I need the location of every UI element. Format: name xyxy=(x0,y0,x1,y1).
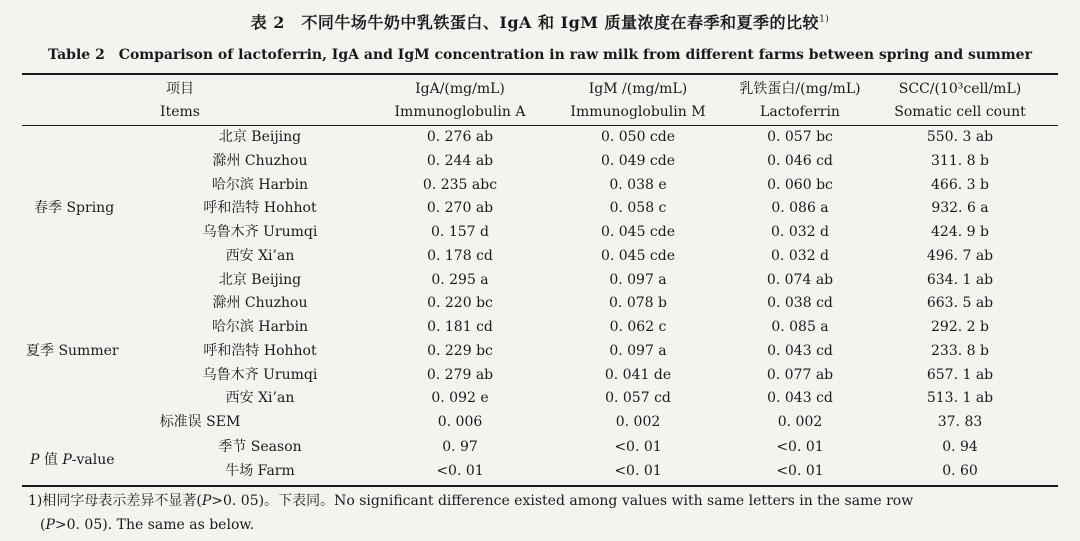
sem-iga: 0. 006 xyxy=(437,414,483,430)
table-row xyxy=(0,340,1080,363)
table-row xyxy=(0,364,1080,387)
scc-value: 424. 9 b xyxy=(931,224,989,240)
iga-value: 0. 244 ab xyxy=(426,152,494,169)
iga-value: 0. 157 d xyxy=(431,224,489,240)
p-label: 季节 Season xyxy=(218,439,302,455)
igm-value: 0. 041 de xyxy=(604,366,672,383)
p-iga: <0. 01 xyxy=(436,463,484,479)
lactoferrin-value: 0. 046 cd xyxy=(767,152,833,169)
table-row xyxy=(0,245,1080,268)
sem-igm: 0. 002 xyxy=(615,414,661,430)
igm-value: 0. 062 c xyxy=(609,319,667,335)
group-label-spring: 春季 Spring xyxy=(34,200,115,216)
igm-value: 0. 050 cde xyxy=(600,129,676,145)
lactoferrin-value: 0. 077 ab xyxy=(766,366,834,383)
bottom-rule xyxy=(22,485,1058,487)
lactoferrin-value: 0. 074 ab xyxy=(766,271,834,288)
table-row xyxy=(0,197,1080,220)
scc-value: 634. 1 ab xyxy=(926,271,994,288)
group-label-p-value: P 值 P-value xyxy=(30,452,115,468)
iga-value: 0. 276 ab xyxy=(426,129,494,145)
farm-name: 西安 Xi’an xyxy=(225,247,295,264)
group-label-summer: 夏季 Summer xyxy=(26,343,119,359)
p-scc: 0. 60 xyxy=(942,463,978,479)
footnote-line-1: 1)相同字母表示差异不显著(P>0. 05)。下表同。No significant difference existed among values with same letters in the same row xyxy=(28,493,914,509)
table-row xyxy=(0,126,1080,149)
iga-value: 0. 220 bc xyxy=(427,295,493,312)
lactoferrin-value: 0. 086 a xyxy=(771,200,829,217)
igm-value: 0. 097 a xyxy=(609,271,667,288)
p-scc: 0. 94 xyxy=(942,439,978,455)
iga-value: 0. 295 a xyxy=(431,271,489,288)
farm-name: 滁州 Chuzhou xyxy=(212,295,308,312)
p-lf: <0. 01 xyxy=(776,439,824,455)
table-row xyxy=(0,387,1080,410)
igm-value: 0. 049 cde xyxy=(600,152,676,169)
scc-value: 663. 5 ab xyxy=(926,295,994,312)
iga-value: 0. 270 ab xyxy=(426,200,494,217)
lactoferrin-value: 0. 043 cd xyxy=(767,390,833,407)
lactoferrin-value: 0. 032 d xyxy=(771,247,829,264)
scc-value: 233. 8 b xyxy=(931,342,989,359)
table-title-en: Table 2 Comparison of lactoferrin, IgA and IgM concentration in raw milk from different farms between spring and summer xyxy=(48,47,1032,63)
table-row xyxy=(0,150,1080,173)
farm-name: 乌鲁木齐 Urumqi xyxy=(202,366,318,383)
header-lactoferrin: 乳铁蛋白/(mg/mL) Lactoferrin xyxy=(739,81,861,120)
lactoferrin-value: 0. 032 d xyxy=(771,224,829,240)
igm-value: 0. 078 b xyxy=(609,295,667,312)
scc-value: 311. 8 b xyxy=(931,152,989,169)
farm-name: 北京 Beijing xyxy=(218,271,302,288)
title-footnote-mark: 1) xyxy=(819,14,830,25)
p-igm: <0. 01 xyxy=(614,439,662,455)
scc-value: 657. 1 ab xyxy=(926,366,994,383)
sem-row xyxy=(0,411,1080,434)
iga-value: 0. 092 e xyxy=(431,390,489,407)
lactoferrin-value: 0. 043 cd xyxy=(767,342,833,359)
lactoferrin-value: 0. 085 a xyxy=(771,319,829,335)
farm-name: 呼和浩特 Hohhot xyxy=(203,200,317,217)
scc-value: 466. 3 b xyxy=(931,176,989,193)
farm-name: 西安 Xi’an xyxy=(225,390,295,407)
table-row xyxy=(0,269,1080,292)
lactoferrin-value: 0. 038 cd xyxy=(767,295,833,312)
table-row xyxy=(0,292,1080,315)
farm-name: 北京 Beijing xyxy=(218,129,302,145)
iga-value: 0. 181 cd xyxy=(427,319,493,335)
scc-value: 513. 1 ab xyxy=(926,390,994,407)
header-iga: IgA/(mg/mL) Immunoglobulin A xyxy=(394,81,526,120)
igm-value: 0. 045 cde xyxy=(600,224,676,240)
table-row xyxy=(0,174,1080,197)
p-iga: 0. 97 xyxy=(442,439,478,455)
header-items: 项目 Items xyxy=(160,81,200,120)
igm-value: 0. 045 cde xyxy=(600,247,676,264)
iga-value: 0. 279 ab xyxy=(426,366,494,383)
iga-value: 0. 178 cd xyxy=(427,247,493,264)
farm-name: 呼和浩特 Hohhot xyxy=(203,342,317,359)
igm-value: 0. 097 a xyxy=(609,342,667,359)
scc-value: 292. 2 b xyxy=(931,319,989,335)
header-scc: SCC/(10³cell/mL) Somatic cell count xyxy=(894,81,1026,120)
scc-value: 932. 6 a xyxy=(931,200,989,217)
table-title-cn: 表 2 不同牛场牛奶中乳铁蛋白、IgA 和 IgM 质量浓度在春季和夏季的比较$^{1)}$ xyxy=(250,13,830,32)
scc-value: 496. 7 ab xyxy=(926,247,994,264)
p-lf: <0. 01 xyxy=(776,463,824,479)
sem-scc: 37. 83 xyxy=(937,414,983,430)
farm-name: 乌鲁木齐 Urumqi xyxy=(202,224,318,240)
p-row-season xyxy=(0,436,1080,459)
igm-value: 0. 057 cd xyxy=(605,390,671,407)
farm-name: 哈尔滨 Harbin xyxy=(211,319,309,335)
lactoferrin-value: 0. 060 bc xyxy=(767,176,833,193)
top-rule xyxy=(22,73,1058,75)
p-igm: <0. 01 xyxy=(614,463,662,479)
iga-value: 0. 229 bc xyxy=(427,342,493,359)
farm-name: 滁州 Chuzhou xyxy=(212,152,308,169)
table-row xyxy=(0,221,1080,244)
lactoferrin-value: 0. 057 bc xyxy=(767,129,833,145)
iga-value: 0. 235 abc xyxy=(422,176,498,193)
p-row-farm xyxy=(0,460,1080,483)
farm-name: 哈尔滨 Harbin xyxy=(211,176,309,193)
sem-lf: 0. 002 xyxy=(777,414,823,430)
sem-label: 标准误 SEM xyxy=(159,414,241,430)
scc-value: 550. 3 ab xyxy=(926,129,994,145)
igm-value: 0. 038 e xyxy=(609,176,667,193)
footnote-line-2: (P>0. 05). The same as below. xyxy=(40,517,255,533)
header-igm: IgM /(mg/mL) Immunoglobulin M xyxy=(570,81,706,120)
table-row xyxy=(0,316,1080,339)
igm-value: 0. 058 c xyxy=(609,200,667,217)
p-label: 牛场 Farm xyxy=(225,463,295,479)
